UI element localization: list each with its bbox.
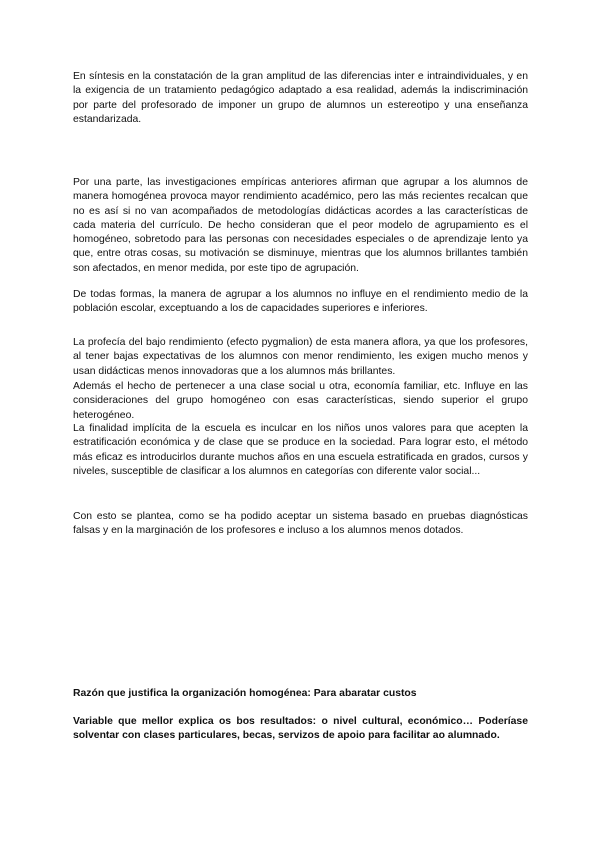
paragraph-social-class: Además el hecho de pertenecer a una clase social u otra, economía familiar, etc. Influye en las consideraciones del grupo homogéneo con esas características, siendo superior el grupo heterogéneo. [73, 381, 528, 421]
bold-note-justification: Razón que justifica la organización homogénea: Para abaratar custos [73, 688, 417, 699]
paragraph-grouping-performance: De todas formas, la manera de agrupar a los alumnos no influye en el rendimiento medio de la población escolar, exceptuando a los de capacidades superiores e inferiores. [73, 289, 528, 315]
paragraph-pygmalion-effect: La profecía del bajo rendimiento (efecto pygmalion) de esta manera aflora, ya que los profesores, al tener bajas expectativas de los alumnos con menor rendimiento, les exigen mucho menos y usan didácticas menos innovadoras que a los alumnos más brillantes. [73, 337, 528, 377]
paragraph-conclusion: Con esto se plantea, como se ha podido aceptar un sistema basado en pruebas diagnósticas falsas y en la marginación de los profesores e incluso a los alumnos menos dotados. [73, 511, 528, 537]
paragraph-school-purpose: La finalidad implícita de la escuela es inculcar en los niños unos valores para que acepten la estratificación económica y de clase que se produce en la sociedad. Para lograr esto, el método más eficaz es introducirlos durante muchos años en una escuela estratificada en grados, cursos y niveles, susceptible de clasificar a los alumnos en categorías con diferente valor social... [73, 423, 528, 477]
paragraph-empirical-research: Por una parte, las investigaciones empíricas anteriores afirman que agrupar a los alumnos de manera homogénea provoca mayor rendimiento académico, pero las más recientes recalcan que no es así si no van acompañados de metodologías didácticas acordes a las características de cada materia del currículo. De hecho consideran que el peor modelo de agrupamiento es el homogéneo, sobretodo para las personas con necesidades especiales o de aprendizaje lento ya que, entre otras cosas, su motivación se disminuye, mientras que los alumnos brillantes también son afectados, en menor medida, por este tipo de agrupación. [73, 177, 528, 274]
bold-note-variable: Variable que mellor explica os bos resultados: o nivel cultural, económico… Poderíase solventar con clases particulares, becas, servizos de apoio para facilitar ao alumnado. [73, 716, 528, 742]
paragraph-synthesis: En síntesis en la constatación de la gran amplitud de las diferencias inter e intraindividuales, y en la exigencia de un tratamiento pedagógico adaptado a esa realidad, además la indiscriminación por parte del profesorado de imponer un grupo de alumnos un estereotipo y una enseñanza estandarizada. [73, 71, 528, 125]
